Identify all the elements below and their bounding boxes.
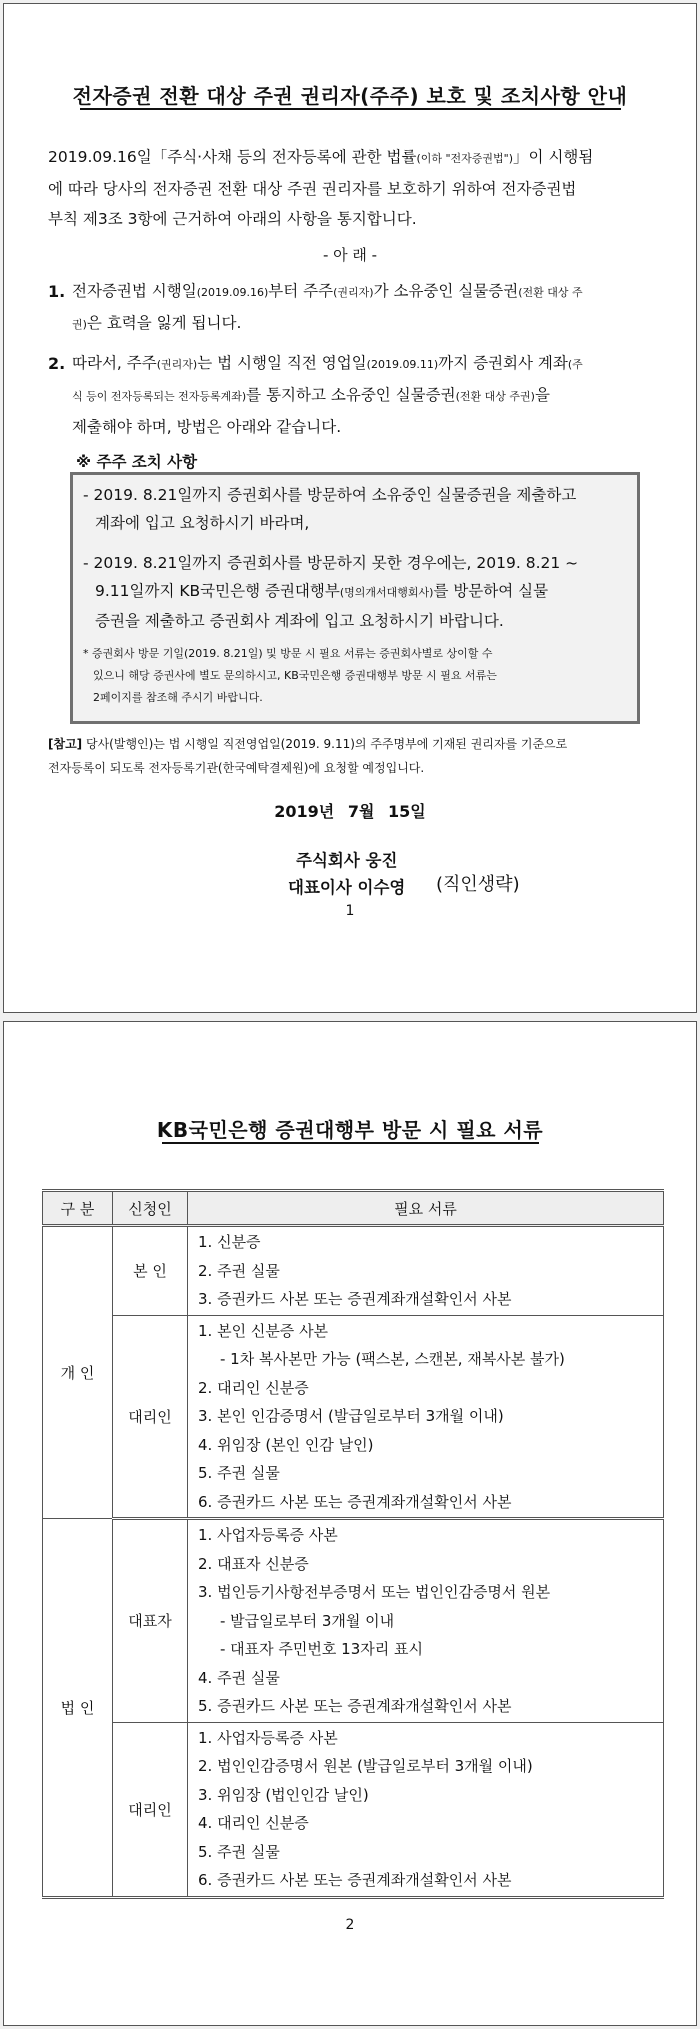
list-item: 6. 증권카드 사본 또는 증권계좌개설확인서 사본 — [198, 1871, 512, 1889]
list-item: 2. 주권 실물 — [198, 1261, 280, 1280]
list-item: 5. 주권 실물 — [198, 1842, 280, 1861]
list-item: - 1차 복사본만 가능 (팩스본, 스캔본, 재복사본 불가) — [220, 1350, 565, 1368]
intro-paragraph: 2019.09.16일「주식·사채 등의 전자등록에 관한 법률(이하 "전자증권법")」이 시행됨 에 따라 당사의 전자증권 전환 대상 주권 권리자를 보호하기 위하여 전자증권법 부칙 제3조 3항에 근거하여 아래의 사항을 통지합니다. — [48, 148, 594, 228]
list-item: 4. 주권 실물 — [198, 1668, 280, 1687]
documents-cell — [188, 1226, 664, 1316]
list-item: 4. 대리인 신분증 — [198, 1814, 309, 1832]
header-documents: 필요 서류 — [188, 1191, 664, 1226]
list-item: 1. 본인 신분증 사본 — [198, 1321, 329, 1340]
list-item: 5. 주권 실물 — [198, 1464, 280, 1482]
page-number: 2 — [345, 1917, 355, 1933]
item-1-text: 전자증권법 시행일(2019.09.16)부터 주주(권리자)가 소유중인 실물증권(전환 대상 주 권)은 효력을 잃게 됩니다. — [72, 282, 583, 332]
applicant-cell: 대리인 — [113, 1722, 188, 1897]
list-item: - 대표자 주민번호 13자리 표시 — [220, 1640, 423, 1658]
header-category: 구 분 — [43, 1191, 113, 1226]
documents-title: KB국민은행 증권대행부 방문 시 필요 서류 — [156, 1118, 544, 1142]
list-item: 5. 증권카드 사본 또는 증권계좌개설확인서 사본 — [198, 1697, 512, 1715]
category-corporate: 법 인 — [43, 1519, 113, 1898]
list-item: 1. 신분증 — [198, 1233, 261, 1251]
list-item: 2. 대표자 신분증 — [198, 1554, 309, 1573]
list-item: 1. 사업자등록증 사본 — [198, 1728, 338, 1747]
applicant-cell: 대리인 — [113, 1315, 188, 1519]
item-1-number: 1. — [48, 282, 66, 301]
documents-cell — [188, 1519, 664, 1723]
list-item: 3. 위임장 (법인인감 날인) — [198, 1785, 369, 1804]
reference-note: [참고] 당사(발행인)는 법 시행일 직전영업일(2019. 9.11)의 주주명부에 기재된 권리자를 기준으로 전자등록이 되도록 전자등록기관(한국예탁결제원)에 요청할 예정입니다. — [48, 737, 568, 775]
category-individual: 개 인 — [43, 1226, 113, 1519]
item-2-number: 2. — [48, 354, 66, 373]
applicant-cell: 본 인 — [113, 1226, 188, 1316]
measures-note: * 증권회사 방문 기일(2019. 8.21일) 및 방문 시 필요 서류는 증권회사별로 상이할 수 있으니 해당 증권사에 별도 문의하시고, KB국민은행 증권대행부 방문 시 필요 서류는 2페이지를 참조해 주시기 바랍니다. — [83, 647, 497, 704]
notice-date: 2019년 7월 15일 — [274, 802, 426, 821]
notice-page-2 — [3, 1021, 697, 2026]
measures-title: ※ 주주 조치 사항 — [76, 453, 198, 471]
applicant-cell: 대표자 — [113, 1519, 188, 1723]
notice-title: 전자증권 전환 대상 주권 권리자(주주) 보호 및 조치사항 안내 — [72, 84, 628, 108]
page-number: 1 — [345, 903, 355, 919]
list-item: 3. 증권카드 사본 또는 증권계좌개설확인서 사본 — [198, 1290, 512, 1308]
table-row — [43, 1226, 664, 1316]
header-applicant: 신청인 — [113, 1191, 188, 1226]
notice-page-1 — [3, 3, 697, 1013]
list-item: 2. 대리인 신분증 — [198, 1378, 309, 1397]
required-documents-table — [42, 1189, 664, 1899]
measures-box — [70, 472, 640, 724]
list-item: 2. 법인인감증명서 원본 (발급일로부터 3개월 이내) — [198, 1757, 533, 1775]
list-item: 4. 위임장 (본인 인감 날인) — [198, 1435, 374, 1454]
title-underline — [80, 108, 621, 110]
title-underline — [162, 1142, 539, 1144]
table-row — [43, 1315, 664, 1519]
seal-omitted: (직인생략) — [436, 874, 520, 895]
table-header-row — [43, 1191, 664, 1226]
documents-cell — [188, 1722, 664, 1897]
measure-1: - 2019. 8.21일까지 증권회사를 방문하여 소유중인 실물증권을 제출하고 계좌에 입고 요청하시기 바라며, — [83, 486, 577, 532]
below-heading: - 아 래 - — [322, 246, 378, 264]
company-name: 주식회사 웅진 — [296, 851, 398, 870]
list-item: 3. 법인등기사항전부증명서 또는 법인인감증명서 원본 — [198, 1583, 551, 1601]
item-2-text: 따라서, 주주(권리자)는 법 시행일 직전 영업일(2019.09.11)까지 증권회사 계좌(주 식 등이 전자등록되는 전자등록계좌)를 통지하고 소유중인 실물증권(전환 대상 주권)을 제출해야 하며, 방법은 아래와 같습니다. — [72, 354, 583, 436]
list-item: 1. 사업자등록증 사본 — [198, 1526, 338, 1544]
list-item: - 발급일로부터 3개월 이내 — [220, 1611, 395, 1630]
documents-cell — [188, 1315, 664, 1519]
measure-2: - 2019. 8.21일까지 증권회사를 방문하지 못한 경우에는, 2019. 8.21 ~ 9.11일까지 KB국민은행 증권대행부(명의개서대행회사)를 방문하여 실물 증권을 제출하고 증권회사 계좌에 입고 요청하시기 바랍니다. — [83, 554, 579, 630]
table-row — [43, 1519, 664, 1723]
table-row — [43, 1722, 664, 1897]
list-item: 3. 본인 인감증명서 (발급일로부터 3개월 이내) — [198, 1407, 504, 1425]
ceo-name: 대표이사 이수영 — [288, 878, 406, 897]
list-item: 6. 증권카드 사본 또는 증권계좌개설확인서 사본 — [198, 1492, 512, 1511]
